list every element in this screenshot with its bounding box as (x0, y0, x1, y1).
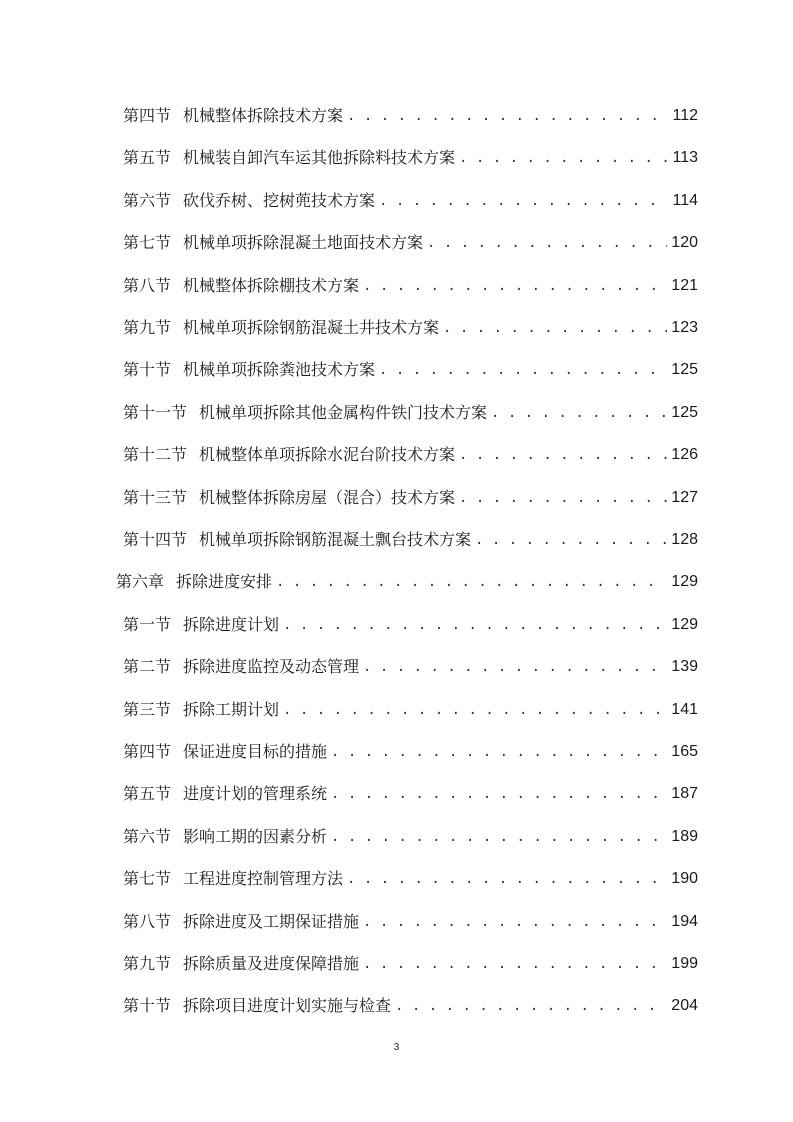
toc-entry-number: 第七节 (123, 869, 172, 889)
toc-entry-title: 拆除工期计划 (183, 699, 280, 719)
toc-dot-leader (363, 902, 667, 942)
toc-entry-title: 拆除进度计划 (183, 614, 280, 634)
toc-entry-title: 机械整体拆除技术方案 (183, 106, 344, 125)
toc-dot-leader (331, 774, 667, 814)
toc-entry-page: 123 (671, 319, 698, 336)
toc-entry-page: 204 (671, 997, 698, 1015)
toc-section-entry[interactable] (123, 859, 698, 899)
toc-dot-leader (379, 181, 668, 221)
toc-entry-title: 进度计划的管理系统 (183, 784, 328, 804)
toc-section-entry[interactable] (123, 605, 698, 645)
toc-entry-title: 拆除项目进度计划实施与检查 (183, 996, 392, 1016)
toc-dot-leader (363, 266, 667, 306)
toc-entry-page: 129 (671, 615, 698, 633)
toc-section-entry[interactable] (123, 520, 698, 560)
toc-dot-leader (347, 859, 667, 899)
toc-entry-page: 165 (671, 743, 698, 760)
toc-dot-leader (283, 605, 667, 645)
toc-entry-number: 第九节 (123, 318, 172, 337)
toc-section-entry[interactable] (123, 181, 698, 221)
toc-dot-leader (331, 732, 667, 772)
toc-entry-title: 拆除进度监控及动态管理 (183, 657, 360, 677)
toc-dot-leader (363, 647, 667, 687)
toc-entry-number: 第十一节 (123, 402, 188, 422)
toc-dot-leader (395, 986, 667, 1026)
toc-dot-leader (459, 478, 667, 518)
toc-section-entry[interactable] (123, 817, 698, 857)
toc-entry-page: 121 (671, 276, 698, 294)
toc-entry-page: 141 (671, 700, 698, 718)
toc-entry-number: 第六节 (123, 190, 172, 210)
toc-entry-page: 127 (671, 488, 698, 506)
toc-section-entry[interactable] (123, 138, 698, 178)
toc-entry-title: 拆除进度安排 (176, 572, 273, 592)
toc-entry-number: 第四节 (123, 742, 172, 761)
toc-entry-number: 第八节 (123, 911, 172, 931)
toc-entry-title: 机械整体单项拆除水泥台阶技术方案 (199, 445, 456, 465)
toc-entry-title: 机械单项拆除其他金属构件铁门技术方案 (199, 402, 488, 422)
toc-entry-page: 199 (671, 955, 698, 972)
toc-entry-page: 139 (671, 658, 698, 676)
toc-entry-number: 第十节 (123, 360, 172, 380)
toc-section-entry[interactable] (123, 435, 698, 475)
toc-section-entry[interactable] (123, 96, 698, 136)
toc-chapter-entry[interactable] (116, 562, 698, 602)
toc-section-entry[interactable] (123, 944, 698, 984)
toc-section-entry[interactable] (123, 393, 698, 433)
toc-entry-title: 机械整体拆除棚技术方案 (183, 275, 360, 295)
toc-entry-page: 112 (672, 107, 698, 124)
toc-entry-page: 129 (671, 573, 698, 591)
toc-section-entry[interactable] (123, 350, 698, 390)
toc-entry-page: 125 (671, 361, 698, 379)
toc-dot-leader (379, 350, 667, 390)
toc-section-entry[interactable] (123, 223, 698, 263)
toc-entry-title: 机械单项拆除钢筋混凝土井技术方案 (183, 318, 440, 337)
toc-dot-leader (363, 944, 667, 984)
toc-entry-page: 126 (671, 446, 698, 464)
toc-entry-number: 第四节 (123, 106, 172, 125)
toc-section-entry[interactable] (123, 986, 698, 1026)
toc-section-entry[interactable] (123, 478, 698, 518)
toc-dot-leader (331, 817, 667, 857)
toc-entry-page: 128 (671, 531, 698, 548)
toc-entry-title: 机械装自卸汽车运其他拆除料技术方案 (183, 148, 456, 168)
toc-entry-title: 砍伐乔树、挖树蔸技术方案 (183, 190, 376, 210)
toc-section-entry[interactable] (123, 774, 698, 814)
toc-entry-page: 189 (671, 827, 698, 845)
toc-entry-number: 第十四节 (123, 530, 188, 549)
toc-entry-number: 第六章 (116, 572, 165, 592)
toc-entry-title: 拆除进度及工期保证措施 (183, 911, 360, 931)
toc-entry-number: 第二节 (123, 657, 172, 677)
toc-entry-title: 机械整体拆除房屋（混合）技术方案 (199, 487, 456, 507)
toc-entry-page: 125 (671, 403, 698, 421)
toc-entry-number: 第十二节 (123, 445, 188, 465)
toc-entry-page: 194 (671, 912, 698, 930)
toc-dot-leader (459, 435, 667, 475)
page-number: 3 (393, 1042, 400, 1053)
toc-entry-title: 机械单项拆除混凝土地面技术方案 (183, 233, 424, 253)
toc-entry-number: 第五节 (123, 148, 172, 168)
toc-section-entry[interactable] (123, 690, 698, 730)
toc-entry-number: 第八节 (123, 275, 172, 295)
toc-entry-title: 机械单项拆除钢筋混凝土飘台技术方案 (199, 530, 472, 549)
toc-entry-number: 第五节 (123, 784, 172, 804)
toc-dot-leader (475, 520, 667, 560)
toc-dot-leader (443, 308, 667, 348)
toc-entry-title: 影响工期的因素分析 (183, 826, 328, 846)
toc-entry-number: 第一节 (123, 614, 172, 634)
toc-entry-page: 190 (671, 870, 698, 888)
toc-section-entry[interactable] (123, 647, 698, 687)
toc-entry-number: 第三节 (123, 699, 172, 719)
toc-dot-leader (283, 690, 667, 730)
toc-entry-title: 拆除质量及进度保障措施 (183, 954, 360, 973)
toc-entry-page: 114 (672, 191, 698, 209)
toc-entry-page: 187 (671, 785, 698, 803)
toc-entry-number: 第九节 (123, 954, 172, 973)
toc-dot-leader (347, 96, 668, 136)
toc-section-entry[interactable] (123, 308, 698, 348)
toc-dot-leader (459, 138, 668, 178)
toc-entry-title: 机械单项拆除粪池技术方案 (183, 360, 376, 380)
toc-section-entry[interactable] (123, 266, 698, 306)
toc-dot-leader (427, 223, 667, 263)
toc-section-entry[interactable] (123, 902, 698, 942)
toc-entry-number: 第十节 (123, 996, 172, 1016)
toc-section-entry[interactable] (123, 732, 698, 772)
toc-entry-page: 113 (672, 149, 698, 167)
toc-entry-title: 保证进度目标的措施 (183, 742, 328, 761)
toc-entry-number: 第十三节 (123, 487, 188, 507)
toc-entry-page: 120 (671, 234, 698, 252)
toc-entry-title: 工程进度控制管理方法 (183, 869, 344, 889)
toc-dot-leader (276, 562, 667, 602)
toc-entry-number: 第六节 (123, 826, 172, 846)
toc-dot-leader (491, 393, 667, 433)
toc-entry-number: 第七节 (123, 233, 172, 253)
